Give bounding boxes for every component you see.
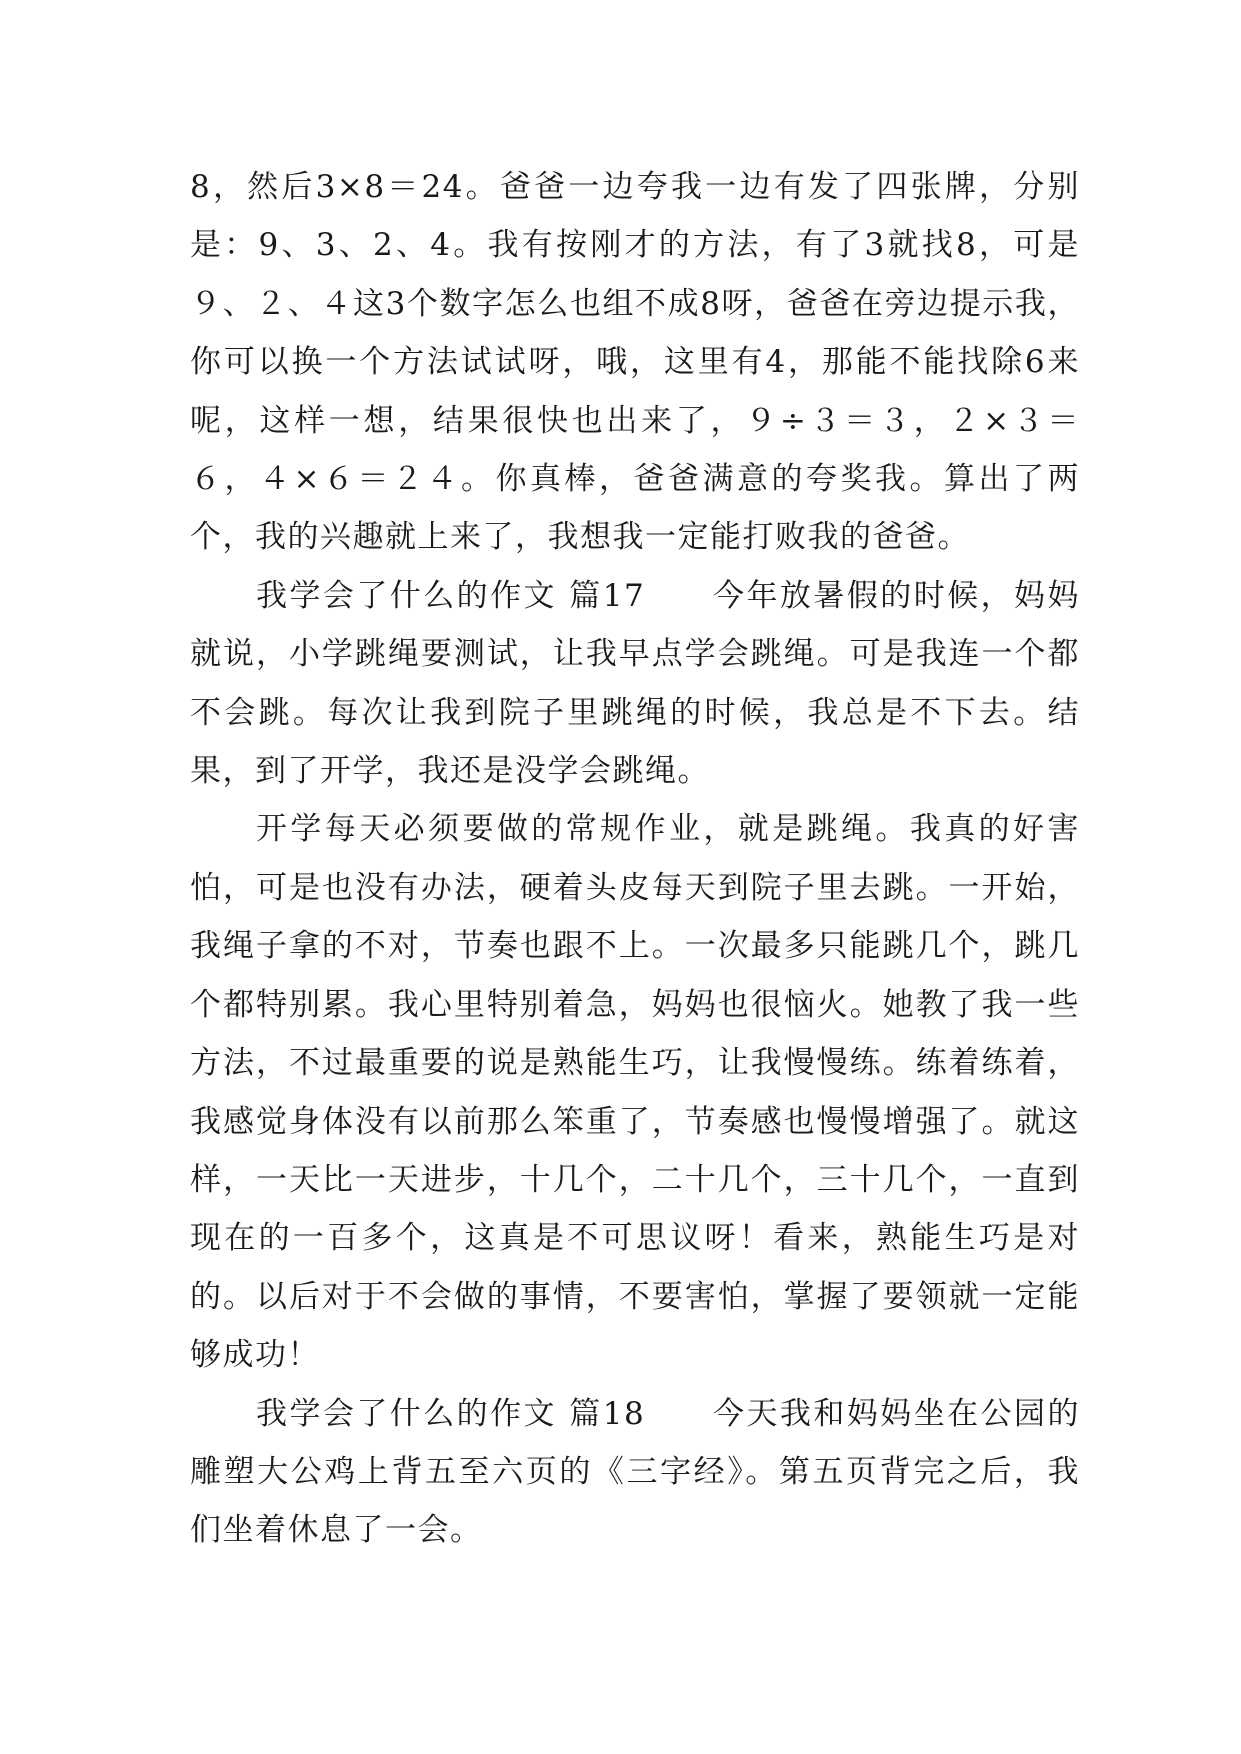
document-body: [190, 158, 1080, 1560]
paragraph-essay-17-body: 开学每天必须要做的常规作业，就是跳绳。我真的好害怕，可是也没有办法，硬着头皮每天到院子里去跳。一开始，我绳子拿的不对，节奏也跟不上。一次最多只能跳几个，跳几个都特别累。我心里特别着急，妈妈也很恼火。她教了我一些方法，不过最重要的说是熟能生巧，让我慢慢练。练着练着，我感觉身体没有以前那么笨重了，节奏感也慢慢增强了。就这样，一天比一天进步，十几个，二十几个，三十几个，一直到现在的一百多个，这真是不可思议呀！看来，熟能生巧是对的。以后对于不会做的事情，不要害怕，掌握了要领就一定能够成功！: [190, 811, 1080, 1374]
paragraph-essay-18-intro: 我学会了什么的作文 篇18 今天我和妈妈坐在公园的雕塑大公鸡上背五至六页的《三字经》。第五页背完之后，我们坐着休息了一会。: [190, 1395, 1080, 1549]
paragraph-essay-17-intro: 我学会了什么的作文 篇17 今年放暑假的时候，妈妈就说，小学跳绳要测试，让我早点学会跳绳。可是我连一个都不会跳。每次让我到院子里跳绳的时候，我总是不下去。结果，到了开学，我还是没学会跳绳。: [190, 577, 1080, 790]
paragraph-continued: 8，然后3×8＝24。爸爸一边夸我一边有发了四张牌，分别是：9、3、2、4。我有按刚才的方法，有了3就找8，可是９、２、４这3个数字怎么也组不成8呀，爸爸在旁边提示我，你可以换一个方法试试呀，哦，这里有4，那能不能找除6来呢，这样一想，结果很快也出来了，９÷３＝３，２×３＝６，４×６＝２４。你真棒，爸爸满意的夸奖我。算出了两个，我的兴趣就上来了，我想我一定能打败我的爸爸。: [190, 169, 1080, 556]
